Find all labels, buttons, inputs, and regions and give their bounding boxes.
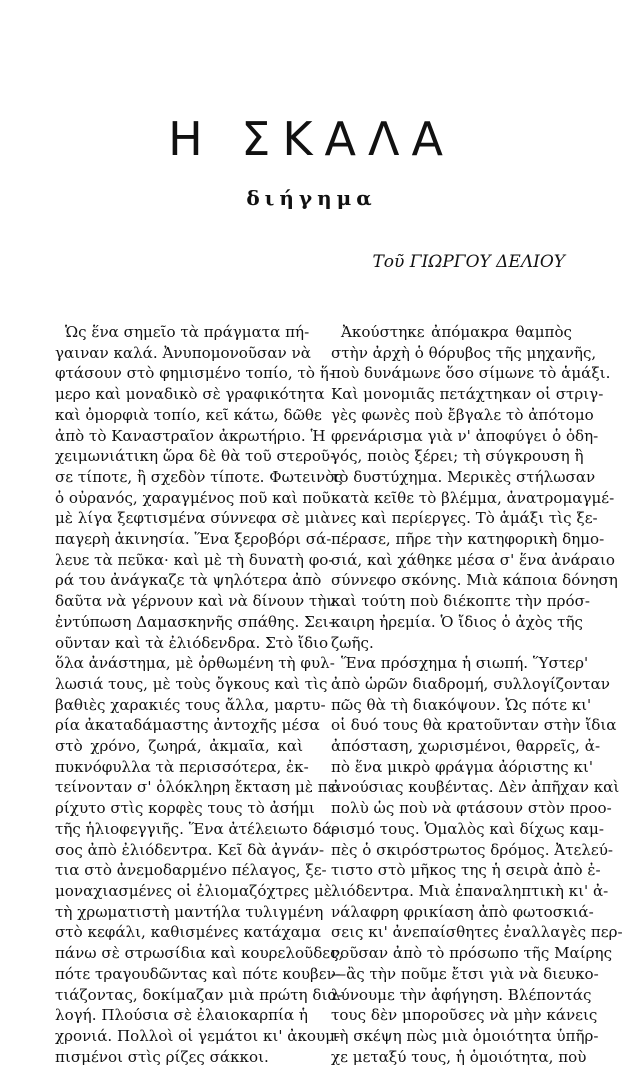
- text-line: νάλαφρη φρικίαση ἀπὸ φωτοσκιά-: [331, 902, 594, 921]
- text-line: ἀπόσταση, χωρισμένοι, θαρρεῖς, ἀ-: [331, 737, 601, 756]
- text-line: λιόδεντρα. Μιὰ ἐπαναληπτικὴ κι' ἀ-: [331, 881, 609, 900]
- text-line: στὴν ἀρχὴ ὁ θόρυβος τῆς μηχανῆς,: [331, 343, 597, 362]
- text-line: τιάζοντας, δοκίμαζαν μιὰ πρώτη δια-: [55, 985, 343, 1004]
- text-line: βαθιὲς χαρακιές τους ἄλλα, μαρτυ-: [55, 695, 326, 714]
- text-line: παγερὴ ἀκινησία. Ἕνα ξεροβόρι σά-: [55, 530, 332, 549]
- text-line: —ἂς τὴν ποῦμε ἔτσι γιὰ νὰ διευκο-: [331, 964, 599, 983]
- text-line: ρίχυτο στὶς κορφὲς τους τὸ ἀσήμι: [55, 799, 315, 818]
- text-line: πυκνόφυλλα τὰ περισσότερα, ἐκ-: [55, 757, 309, 776]
- text-line: τείνονταν σ' ὁλόκληρη ἔκταση μὲ πε-: [55, 778, 341, 797]
- text-line: σος ἀπὸ ἐλιόδεντρα. Κεῖ δὰ ἀγνάν-: [55, 840, 325, 859]
- text-line: σιά, καὶ χάθηκε μέσα σ' ἕνα ἀνάραιο: [331, 550, 615, 569]
- text-line: ἀπὸ τὸ Καναστραῖον ἀκρωτήριο. Ἡ: [55, 426, 326, 445]
- text-line: πισμένοι στὶς ρίζες σάκκοι.: [55, 1047, 269, 1066]
- text-line: πάνω σὲ στρωσίδια καὶ κουρελοῦδες,: [55, 944, 344, 963]
- text-line: Ἕνα πρόσχημα ἡ σιωπή. Ὕστερ': [341, 654, 589, 673]
- text-line: ρά του ἀνάγκαζε τὰ ψηλότερα ἀπὸ: [55, 571, 322, 590]
- text-line: γός, ποιὸς ξέρει; τὴ σύγκρουση ἢ: [331, 447, 584, 466]
- text-line: ρισμό τους. Ὁμαλὸς καὶ δίχως καμ-: [331, 819, 604, 838]
- text-line: Ἀκούστηκε ἀπόμακρα θαμπὸς: [341, 323, 572, 341]
- text-line: λευε τὰ πεῦκα· καὶ μὲ τὴ δυνατὴ φο-: [55, 550, 334, 569]
- text-column-left: [55, 322, 344, 1067]
- text-line: πὸ ἕνα μικρὸ φράγμα ἀόριστης κι': [331, 757, 593, 776]
- text-line: γαιναν καλά. Ἀνυπομονοῦσαν νὰ: [55, 343, 311, 362]
- text-line: Ὡς ἕνα σημεῖο τὰ πράγματα πή-: [65, 323, 310, 341]
- text-line: σεις κι' ἀνεπαίσθητες ἐναλλαγὲς περ-: [331, 923, 623, 942]
- text-line: πῶς θὰ τὴ διακόψουν. Ὡς πότε κι': [331, 695, 592, 714]
- text-line: λωσιά τους, μὲ τοὺς ὄγκους καὶ τὶς: [55, 674, 328, 693]
- text-line: πότε τραγουδῶντας καὶ πότε κουβεν-: [55, 964, 341, 983]
- text-line: μὲ λίγα ξεφτισμένα σύννεφα σὲ μιὰ: [55, 509, 331, 528]
- text-line: οῦνταν καὶ τὰ ἐλιόδενδρα. Στὸ ἴδιο: [55, 633, 329, 652]
- text-line: ζωῆς.: [331, 633, 374, 652]
- text-line: γὲς φωνὲς ποὺ ἔβγαλε τὸ ἀπότομο: [331, 405, 594, 424]
- text-line: σύννεφο σκόνης. Μιὰ κάποια δόνηση: [331, 571, 618, 590]
- text-column-right: [331, 322, 623, 1067]
- story-title: Η ΣΚΑΛΑ: [168, 112, 455, 166]
- text-line: νοῦσαν ἀπὸ τὸ πρόσωπο τῆς Μαίρης: [331, 944, 613, 963]
- text-line: κατὰ κεῖθε τὸ βλέμμα, ἀνατρομαγμέ-: [331, 488, 615, 507]
- text-line: λογή. Πλούσια σὲ ἐλαιοκαρπία ἡ: [55, 1006, 308, 1025]
- text-line: τια στὸ ἀνεμοδαρμένο πέλαγος, ξε-: [55, 861, 327, 880]
- text-line: στὸ κεφάλι, καθισμένες κατάχαμα: [55, 923, 321, 942]
- text-line: ὅλα ἀνάστημα, μὲ ὀρθωμένη τὴ φυλ-: [55, 654, 335, 673]
- text-line: λύνουμε τὴν ἀφήγηση. Βλέποντάς: [331, 985, 592, 1004]
- text-line: τὴ χρωματιστὴ μαντήλα τυλιγμένη: [55, 902, 324, 921]
- text-line: τους δὲν μποροῦσες νὰ μὴν κάνεις: [331, 1006, 598, 1025]
- text-line: τὴ σκέψη πὼς μιὰ ὁμοιότητα ὑπῆρ-: [331, 1026, 599, 1045]
- text-line: οἱ δυό τους θὰ κρατοῦνταν στὴν ἴδια: [331, 716, 617, 735]
- text-line: τὸ δυστύχημα. Μερικὲς στήλωσαν: [331, 467, 596, 486]
- text-line: δαῦτα νὰ γέρνουν καὶ νὰ δίνουν τὴν: [55, 592, 336, 611]
- text-line: ἐντύπωση Δαμασκηνῆς σπάθης. Σει-: [55, 612, 334, 631]
- text-line: μερο καὶ μοναδικὸ σὲ γραφικότητα: [55, 385, 325, 404]
- text-line: πὲς ὁ σκιρόστρωτος δρόμος. Ἀτελεύ-: [331, 840, 614, 859]
- text-line: ἀνούσιας κουβέντας. Δὲν ἀπῆχαν καὶ: [331, 778, 620, 797]
- text-line: ποὺ δυνάμωνε ὅσο σίμωνε τὸ ἁμάξι.: [331, 364, 611, 383]
- author-byline: Τοῦ ΓΙΩΡΓΟΥ ΔΕΛΙΟΥ: [372, 252, 565, 272]
- text-line: ἀπὸ ὡρῶν διαδρομή, συλλογίζονταν: [331, 674, 610, 693]
- text-line: πολὺ ὡς ποὺ νὰ φτάσουν στὸν προο-: [331, 799, 612, 818]
- text-line: καὶ τούτη ποὺ διέκοπτε τὴν πρόσ-: [331, 592, 591, 611]
- text-line: τιστο στὸ μῆκος της ἡ σειρὰ ἀπὸ ἐ-: [331, 861, 601, 880]
- text-line: καὶ ὀμορφιὰ τοπίο, κεῖ κάτω, δῶθε: [55, 405, 322, 424]
- story-subtitle: διήγημα: [246, 186, 377, 210]
- text-line: χειμωνιάτικη ὥρα δὲ θὰ τοῦ στεροῦ-: [55, 447, 336, 466]
- text-line: ρία ἀκαταδάμαστης ἀντοχῆς μέσα: [55, 716, 320, 735]
- text-line: χε μεταξύ τους, ἡ ὁμοιότητα, ποὺ: [331, 1047, 587, 1066]
- text-line: Καὶ μονομιᾶς πετάχτηκαν οἱ στριγ-: [331, 385, 604, 404]
- text-line: ὁ οὐρανός, χαραγμένος ποῦ καὶ ποῦ: [55, 488, 331, 507]
- text-line: μοναχιασμένες οἱ ἐλιομαζόχτρες μὲ: [55, 881, 332, 900]
- text-line: φρενάρισμα γιὰ ν' ἀποφύγει ὁ ὁδη-: [331, 426, 599, 445]
- text-line: χρονιά. Πολλοὶ οἱ γεμάτοι κι' ἀκουμ-: [55, 1026, 341, 1045]
- text-line: στὸ χρόνο, ζωηρά, ἀκμαῖα, καὶ: [55, 737, 303, 756]
- text-line: νες καὶ περίεργες. Τὸ ἁμάξι τὶς ξε-: [331, 509, 598, 528]
- text-line: τῆς ἡλιοφεγγιῆς. Ἕνα ἀτέλειωτο δά-: [55, 819, 338, 838]
- text-line: πέρασε, πῆρε τὴν κατηφορικὴ δημο-: [331, 530, 605, 549]
- text-line: καιρη ἠρεμία. Ὁ ἴδιος ὁ ἀχὸς τῆς: [331, 612, 583, 631]
- text-line: σε τίποτε, ἢ σχεδὸν τίποτε. Φωτεινὸς: [55, 467, 343, 486]
- text-line: φτάσουν στὸ φημισμένο τοπίο, τὸ ἥ-: [55, 364, 334, 383]
